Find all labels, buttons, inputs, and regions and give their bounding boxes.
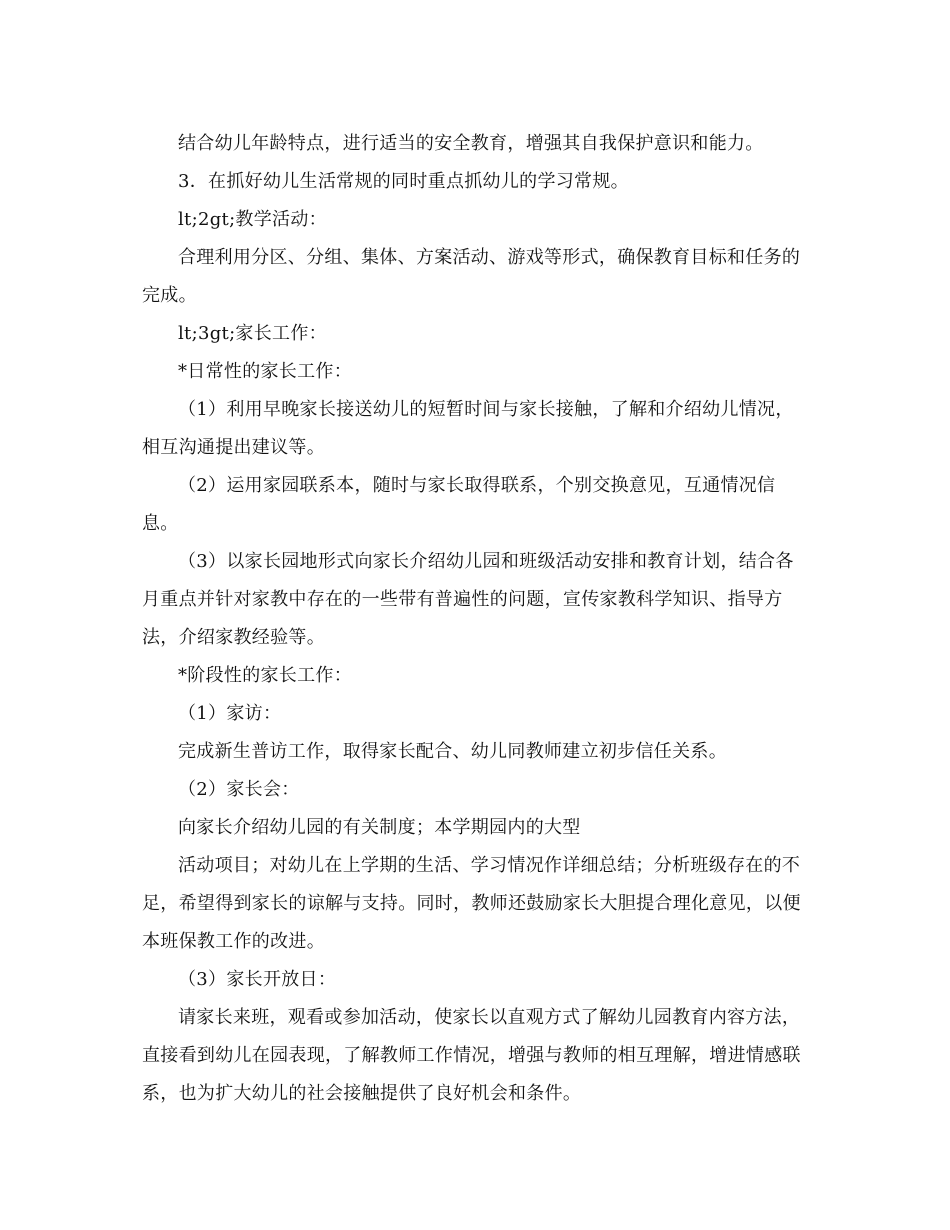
paragraph: 结合幼儿年龄特点，进行适当的安全教育，增强其自我保护意识和能力。 [178,133,764,154]
paragraph: （2）家长会： [178,779,300,800]
paragraph: （3）以家长园地形式向家长介绍幼儿园和班级活动安排和教育计划，结合各月重点并针对家教中存在的一些带有普遍性的问题，宣传家教科学知识、指导方法，介绍家教经验等。 [142,551,794,648]
paragraph: 向家长介绍幼儿园的有关制度；本学期园内的大型 [178,817,581,838]
paragraph: 合理利用分区、分组、集体、方案活动、游戏等形式，确保教育目标和任务的完成。 [142,247,801,306]
paragraph: lt;3gt;家长工作： [178,323,327,344]
paragraph: 完成新生普访工作，取得家长配合、幼儿同教师建立初步信任关系。 [178,741,727,762]
paragraph: 3．在抓好幼儿生活常规的同时重点抓幼儿的学习常规。 [178,171,629,192]
paragraph: 请家长来班，观看或参加活动，使家长以直观方式了解幼儿园教育内容方法，直接看到幼儿在园表现，了解教师工作情况，增强与教师的相互理解，增进情感联系，也为扩大幼儿的社会接触提供了良好机会和条件。 [142,1007,801,1104]
paragraph: （1）家访： [178,703,282,724]
paragraph: （2）运用家园联系本，随时与家长取得联系，个别交换意见，互通情况信息。 [142,475,776,534]
paragraph: （1）利用早晚家长接送幼儿的短暂时间与家长接触，了解和介绍幼儿情况，相互沟通提出建议等。 [142,399,794,458]
paragraph: *日常性的家长工作： [178,361,352,382]
paragraph: 活动项目；对幼儿在上学期的生活、学习情况作详细总结；分析班级存在的不足，希望得到家长的谅解与支持。同时，教师还鼓励家长大胆提合理化意见，以便本班保教工作的改进。 [142,855,801,952]
paragraph: lt;2gt;教学活动： [178,209,327,230]
paragraph: *阶段性的家长工作： [178,665,352,686]
paragraph: （3）家长开放日： [178,969,337,990]
document-body [142,125,810,1113]
